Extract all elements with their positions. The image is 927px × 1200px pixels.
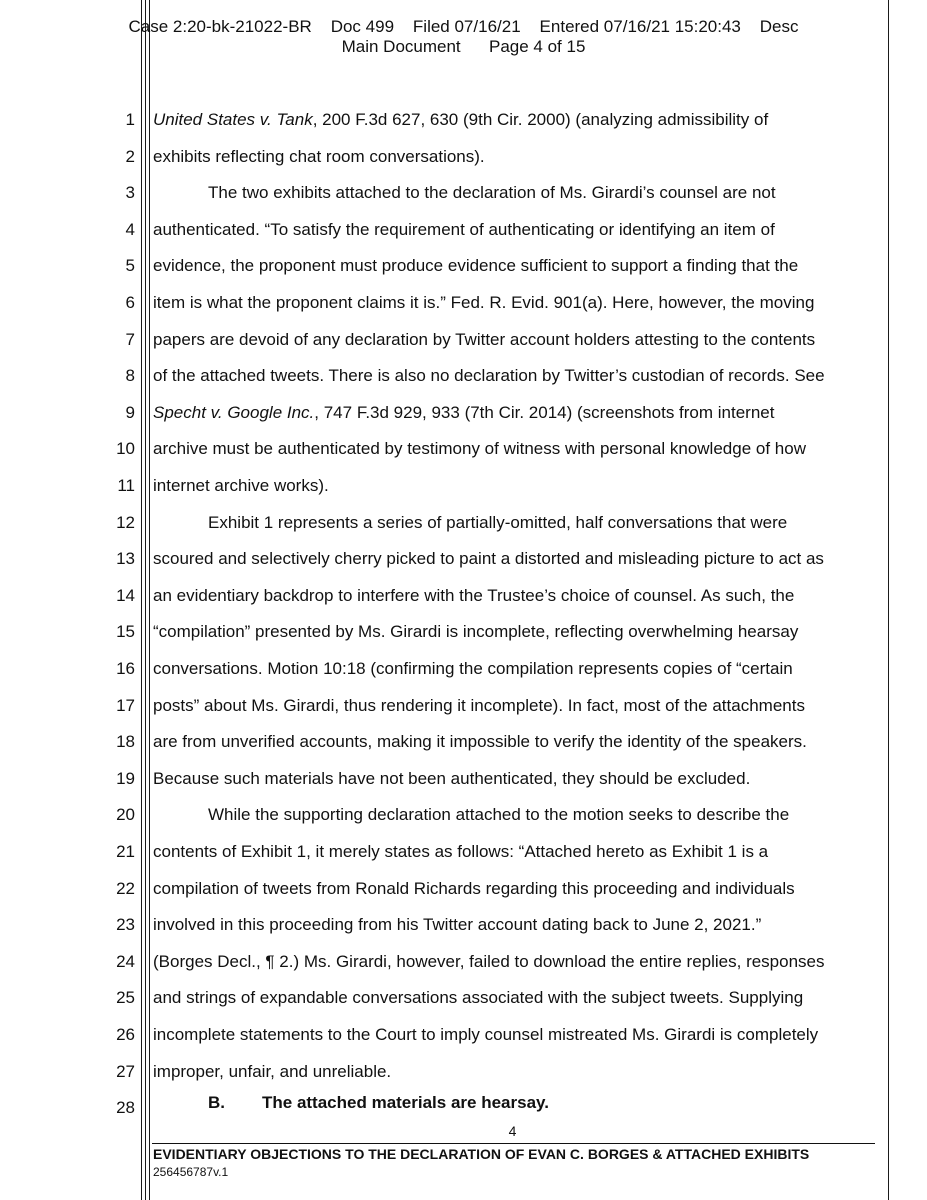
- line-number: 28: [116, 1098, 135, 1117]
- line-number: 23: [116, 915, 135, 934]
- case-header-subline: Main Document Page 4 of 15: [341, 37, 586, 56]
- line-text: [153, 732, 883, 752]
- line-text-content: archive must be authenticated by testimony of witness with personal knowledge of how: [153, 439, 806, 458]
- line-text-content: , 200 F.3d 627, 630 (9th Cir. 2000) (analyzing admissibility of: [312, 110, 769, 129]
- line-text: [153, 476, 883, 496]
- line-text: [153, 439, 883, 459]
- document-id: 256456787v.1: [153, 1165, 229, 1179]
- line-text-content: Exhibit 1 represents a series of partially-omitted, half conversations that were: [208, 513, 788, 532]
- line-text: [153, 696, 883, 716]
- line-number: 26: [116, 1025, 135, 1044]
- line-number: 15: [116, 622, 135, 641]
- line-number: 9: [125, 403, 135, 422]
- line-number: 24: [116, 952, 135, 971]
- section-heading: [208, 1093, 549, 1113]
- line-number: 8: [125, 366, 135, 385]
- line-number: 7: [125, 330, 135, 349]
- line-text: [153, 988, 883, 1008]
- line-number: 21: [116, 842, 135, 861]
- line-number: 18: [116, 732, 135, 751]
- case-citation: Specht v. Google Inc.: [153, 403, 315, 422]
- pleading-margin-rule-left-inner: [145, 0, 146, 1200]
- line-text-content: incomplete statements to the Court to imply counsel mistreated Ms. Girardi is completely: [153, 1025, 819, 1044]
- line-text: [153, 549, 883, 569]
- line-text-content: are from unverified accounts, making it impossible to verify the identity of the speakers.: [153, 732, 807, 751]
- line-text-content: posts” about Ms. Girardi, thus rendering it incomplete). In fact, most of the attachments: [153, 696, 805, 715]
- line-text-content: of the attached tweets. There is also no declaration by Twitter’s custodian of records. See: [153, 366, 825, 385]
- line-text: [153, 952, 883, 972]
- line-text-content: compilation of tweets from Ronald Richards regarding this proceeding and individuals: [153, 879, 795, 898]
- line-number: 20: [116, 805, 135, 824]
- footer-title: EVIDENTIARY OBJECTIONS TO THE DECLARATION OF EVAN C. BORGES & ATTACHED EXHIBITS: [153, 1146, 810, 1162]
- line-text-content: improper, unfair, and unreliable.: [153, 1062, 392, 1081]
- line-number: 22: [116, 879, 135, 898]
- pleading-margin-rule-text-edge: [149, 0, 150, 1200]
- line-number: 12: [116, 513, 135, 532]
- line-number: 25: [116, 988, 135, 1007]
- line-text: [153, 915, 883, 935]
- line-text-content: (Borges Decl., ¶ 2.) Ms. Girardi, however, failed to download the entire replies, responses: [153, 952, 825, 971]
- line-text-content: papers are devoid of any declaration by Twitter account holders attesting to the contents: [153, 330, 816, 349]
- page-number: 4: [508, 1123, 517, 1139]
- line-number: 6: [125, 293, 135, 312]
- line-text: [153, 805, 883, 825]
- line-text-content: scoured and selectively cherry picked to paint a distorted and misleading picture to act as: [153, 549, 824, 568]
- line-text-content: contents of Exhibit 1, it merely states as follows: “Attached hereto as Exhibit 1 is a: [153, 842, 769, 861]
- line-number: 27: [116, 1062, 135, 1081]
- line-text: [153, 110, 883, 130]
- line-number: 3: [125, 183, 135, 202]
- line-number: 13: [116, 549, 135, 568]
- line-text: [153, 147, 883, 167]
- line-number: 10: [116, 439, 135, 458]
- line-number: 4: [125, 220, 135, 239]
- line-text: [153, 183, 883, 203]
- line-number: 11: [117, 476, 135, 495]
- line-text: [153, 293, 883, 313]
- line-text: [153, 659, 883, 679]
- line-number: 5: [125, 256, 135, 275]
- line-text-content: evidence, the proponent must produce evidence sufficient to support a finding that the: [153, 256, 799, 275]
- line-text: [153, 330, 883, 350]
- pleading-margin-rule-right: [888, 0, 889, 1200]
- line-text: [153, 403, 883, 423]
- line-text-content: The two exhibits attached to the declaration of Ms. Girardi’s counsel are not: [208, 183, 776, 202]
- line-text: [153, 220, 883, 240]
- line-number: 2: [125, 147, 135, 166]
- line-text: [153, 1025, 883, 1045]
- line-text-content: While the supporting declaration attached to the motion seeks to describe the: [208, 805, 790, 824]
- line-text: [153, 842, 883, 862]
- line-text-content: Because such materials have not been authenticated, they should be excluded.: [153, 769, 751, 788]
- line-text: [153, 1062, 883, 1082]
- line-text-content: authenticated. “To satisfy the requirement of authenticating or identifying an item of: [153, 220, 775, 239]
- line-text-content: , 747 F.3d 929, 933 (7th Cir. 2014) (screenshots from internet: [314, 403, 775, 422]
- line-number: 17: [116, 696, 135, 715]
- line-text-content: exhibits reflecting chat room conversations).: [153, 147, 485, 166]
- line-text: [153, 769, 883, 789]
- line-text-content: an evidentiary backdrop to interfere with the Trustee’s choice of counsel. As such, the: [153, 586, 795, 605]
- line-number: 19: [116, 769, 135, 788]
- line-text: [153, 586, 883, 606]
- case-header-line: Case 2:20-bk-21022-BR Doc 499 Filed 07/16/21 Entered 07/16/21 15:20:43 Desc: [128, 17, 799, 36]
- line-text-content: and strings of expandable conversations associated with the subject tweets. Supplying: [153, 988, 804, 1007]
- line-number: 14: [116, 586, 135, 605]
- line-text: [153, 513, 883, 533]
- section-heading-label: B.: [208, 1093, 225, 1112]
- pleading-margin-rule-left: [141, 0, 142, 1200]
- line-text: [153, 879, 883, 899]
- line-text-content: item is what the proponent claims it is.” Fed. R. Evid. 901(a). Here, however, the moving: [153, 293, 815, 312]
- line-text: [153, 256, 883, 276]
- line-text-content: involved in this proceeding from his Twitter account dating back to June 2, 2021.”: [153, 915, 762, 934]
- line-text: [153, 366, 883, 386]
- footer-divider: [152, 1143, 875, 1144]
- line-text: [153, 622, 883, 642]
- line-text-content: internet archive works).: [153, 476, 329, 495]
- line-text-content: conversations. Motion 10:18 (confirming the compilation represents copies of “certain: [153, 659, 793, 678]
- line-number: 16: [116, 659, 135, 678]
- line-text-content: “compilation” presented by Ms. Girardi is incomplete, reflecting overwhelming hearsay: [153, 622, 799, 641]
- case-citation: United States v. Tank: [153, 110, 313, 129]
- line-number: 1: [125, 110, 135, 129]
- section-heading-text: The attached materials are hearsay.: [262, 1093, 549, 1112]
